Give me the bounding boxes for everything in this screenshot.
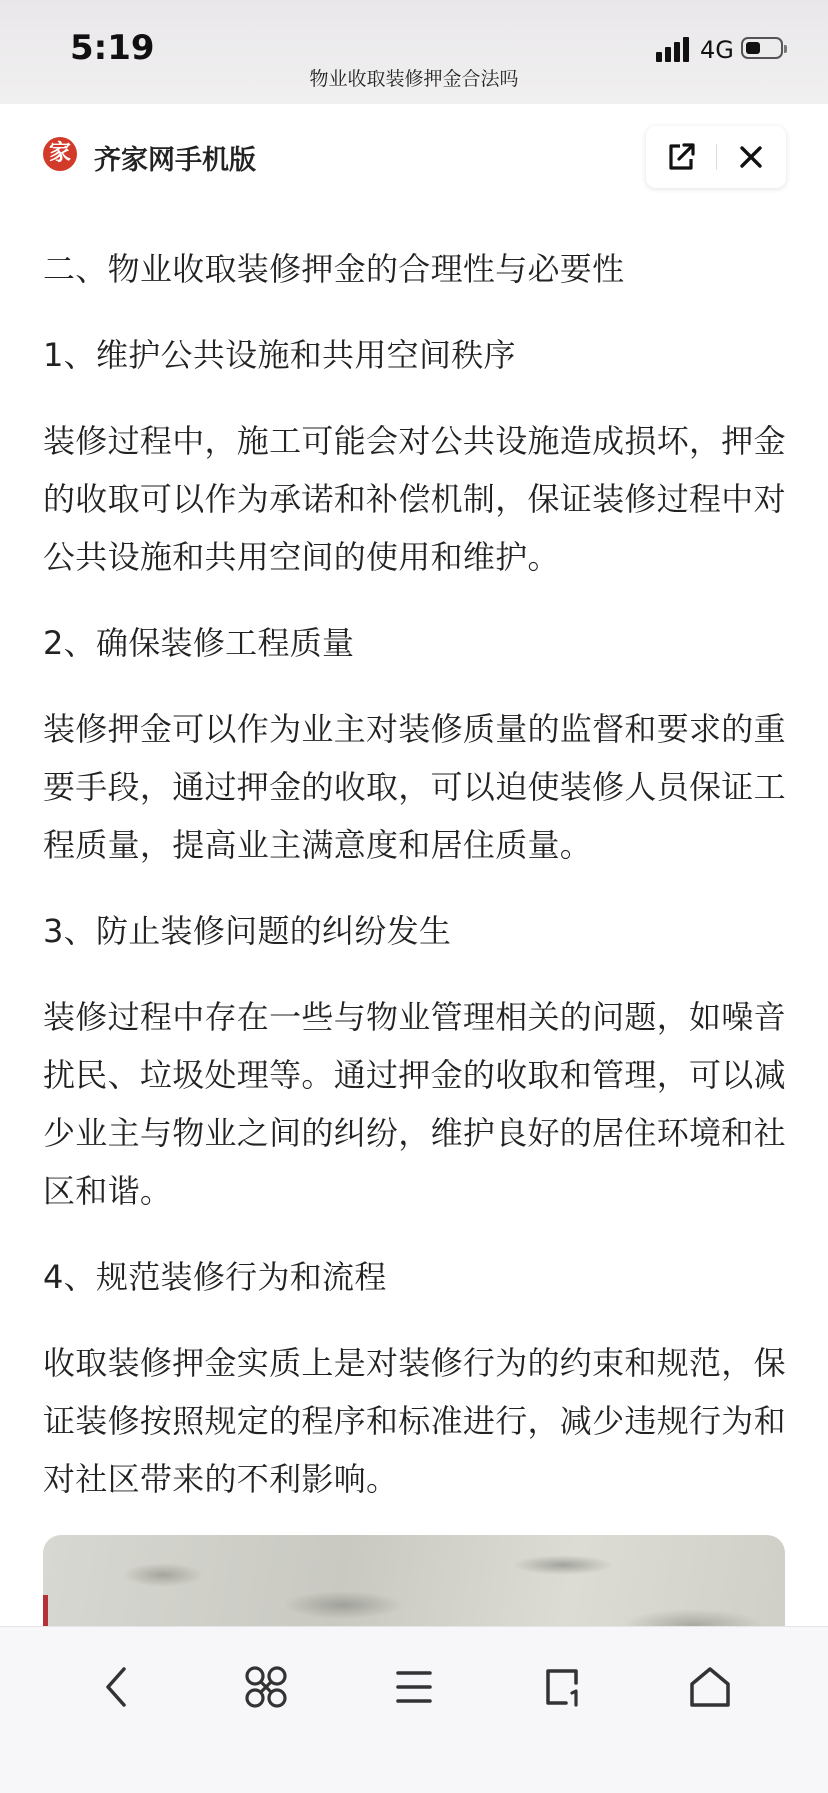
section-title: 4、规范装修行为和流程 xyxy=(43,1258,387,1296)
back-button[interactable] xyxy=(82,1651,154,1723)
back-icon xyxy=(82,1651,154,1723)
article-heading: 二、物业收取装修押金的合理性与必要性 xyxy=(43,250,625,288)
section-title: 1、维护公共设施和共用空间秩序 xyxy=(43,336,516,374)
status-bar xyxy=(0,0,828,104)
section-body: 装修过程中存在一些与物业管理相关的问题，如噪音扰民、垃圾处理等。通过押金的收取和管理，可以减少业主与物业之间的纠纷，维护良好的居住环境和社区和谐。 xyxy=(43,998,786,1210)
section-body: 收取装修押金实质上是对装修行为的约束和规范，保证装修按照规定的程序和标准进行，减少违规行为和对社区带来的不利影响。 xyxy=(43,1344,786,1498)
mini-program-capsule xyxy=(646,126,786,188)
tabs-icon xyxy=(526,1651,598,1723)
command-button[interactable] xyxy=(230,1651,302,1723)
section-title: 3、防止装修问题的纠纷发生 xyxy=(43,912,452,950)
tabs-button[interactable] xyxy=(526,1651,598,1723)
site-name: 齐家网手机版 xyxy=(94,145,256,176)
home-icon xyxy=(674,1651,746,1723)
page-title: 物业收取装修押金合法吗 xyxy=(309,68,519,90)
menu-icon xyxy=(378,1651,450,1723)
section-title: 2、确保装修工程质量 xyxy=(43,624,355,662)
command-icon xyxy=(230,1651,302,1723)
share-icon xyxy=(646,126,716,188)
section-body: 装修押金可以作为业主对装修质量的监督和要求的重要手段，通过押金的收取，可以迫使装修人员保证工程质量，提高业主满意度和居住质量。 xyxy=(43,710,786,864)
browser-toolbar xyxy=(0,1626,828,1793)
close-icon xyxy=(716,126,786,188)
battery-icon xyxy=(741,37,783,59)
share-button[interactable] xyxy=(646,126,716,188)
status-time: 5:19 xyxy=(70,28,155,68)
close-button[interactable] xyxy=(716,126,786,188)
site-header xyxy=(0,104,828,206)
section-body: 装修过程中，施工可能会对公共设施造成损坏，押金的收取可以作为承诺和补偿机制，保证装修过程中对公共设施和共用空间的使用和维护。 xyxy=(43,422,786,576)
home-button[interactable] xyxy=(674,1651,746,1723)
signal-icon xyxy=(656,36,692,62)
network-type: 4G xyxy=(700,36,734,64)
article-content xyxy=(43,240,788,1508)
site-logo: 家 xyxy=(43,137,77,171)
menu-button[interactable] xyxy=(378,1651,450,1723)
